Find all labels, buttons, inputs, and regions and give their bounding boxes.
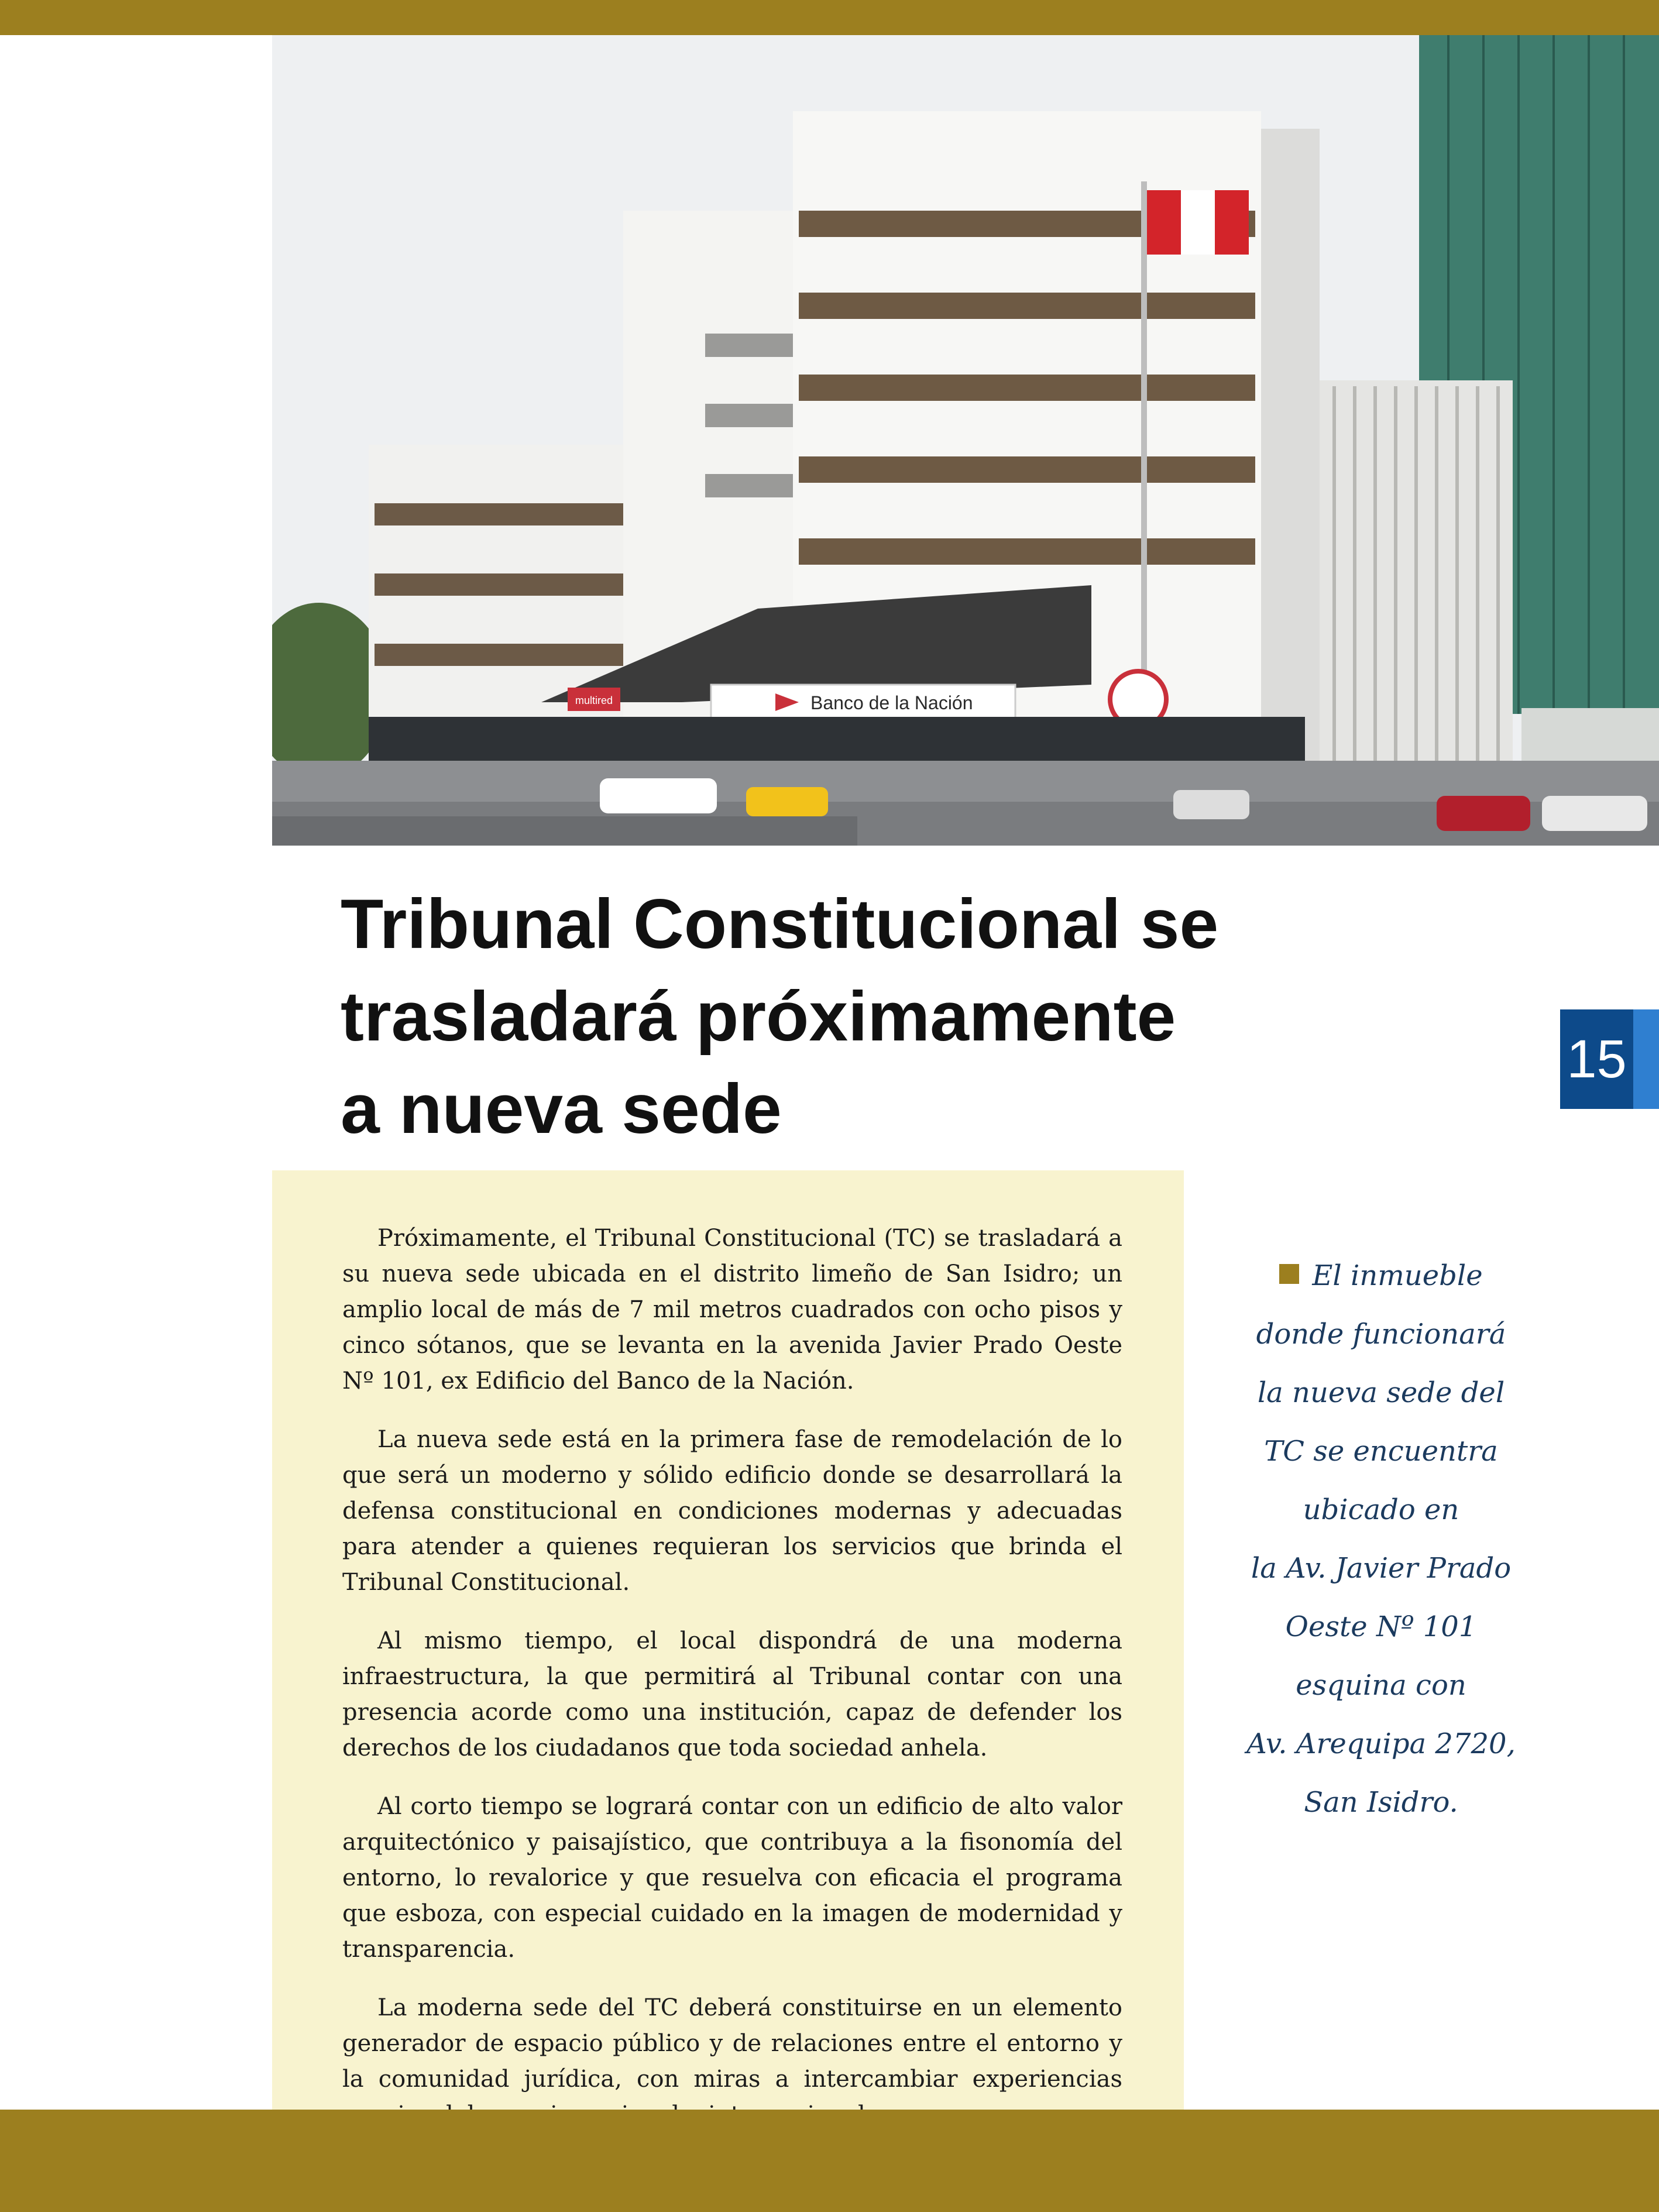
page-number-tab bbox=[1560, 1009, 1659, 1109]
bottom-gold-bar bbox=[0, 2110, 1659, 2212]
sidebar-line-7: Oeste Nº 101 bbox=[1285, 1610, 1477, 1643]
building-photo bbox=[272, 35, 1659, 846]
sidebar-line-1 bbox=[1229, 1246, 1533, 1305]
article-paragraph-4: Al corto tiempo se logrará contar con un edificio de alto valor arquitectónico y paisajístico, que contribuya a la fisonomía del entorno, lo revalorice y que resuelva con eficacia el programa que esboza, con especial cuidado en la imagen de modernidad y transparencia. bbox=[342, 1793, 1122, 1963]
page-number: 15 bbox=[1567, 1029, 1627, 1089]
headline-line-1: Tribunal Constitucional se bbox=[341, 885, 1219, 963]
top-gold-bar bbox=[0, 0, 1659, 35]
headline bbox=[341, 878, 1335, 1155]
sidebar-line-9: Av. Arequipa 2720, bbox=[1246, 1727, 1516, 1760]
article-paragraph-2: La nueva sede está en la primera fase de remodelación de lo que será un moderno y sólido edificio donde se desarrollará la defensa constitucional en condiciones modernas y adecuadas para atender a quienes requieran los servicios que brinda el Tribunal Constitucional. bbox=[342, 1426, 1122, 1596]
bank-sign-text: Banco de la Nación bbox=[810, 692, 973, 713]
square-bullet-icon bbox=[1279, 1264, 1299, 1284]
sidebar-quote bbox=[1229, 1246, 1533, 1832]
sidebar-line-10: San Isidro. bbox=[1304, 1786, 1458, 1819]
article-paragraph-3: Al mismo tiempo, el local dispondrá de una moderna infraestructura, la que permitirá al Tribunal contar con una presencia acorde como una institución, capaz de defender los derechos de los ciudadanos que toda sociedad anhela. bbox=[342, 1627, 1122, 1761]
sidebar-line-3: la nueva sede del bbox=[1257, 1376, 1505, 1409]
building-illustration bbox=[272, 35, 1659, 846]
sidebar-line-5: ubicado en bbox=[1303, 1493, 1459, 1526]
sidebar-line-2: donde funcionará bbox=[1256, 1318, 1506, 1351]
sidebar-line-6: la Av. Javier Prado bbox=[1251, 1552, 1512, 1585]
multired-sign-text: multired bbox=[575, 695, 613, 706]
article-paragraph-1: Próximamente, el Tribunal Constitucional (TC) se trasladará a su nueva sede ubicada en el distrito limeño de San Isidro; un amplio local de más de 7 mil metros cuadrados con ocho pisos y cinco sótanos, que se levanta en la avenida Javier Prado Oeste Nº 101, ex Edificio del Banco de la Nación. bbox=[342, 1225, 1122, 1394]
sidebar-line-8: esquina con bbox=[1296, 1669, 1466, 1702]
sidebar-line-4: TC se encuentra bbox=[1264, 1435, 1498, 1468]
article-paragraph-5: La moderna sede del TC deberá constituirse en un elemento generador de espacio público y de relaciones entre el entorno y la comunidad jurídica, con miras a intercambiar experiencias bbox=[342, 1994, 1122, 2093]
headline-line-2: trasladará próximamente bbox=[341, 977, 1176, 1056]
article-body bbox=[272, 1170, 1184, 2110]
sidebar-line-1-text: El inmueble bbox=[1312, 1259, 1483, 1292]
page-tab-stripe bbox=[1633, 1009, 1659, 1109]
headline-line-3: a nueva sede bbox=[341, 1070, 782, 1148]
